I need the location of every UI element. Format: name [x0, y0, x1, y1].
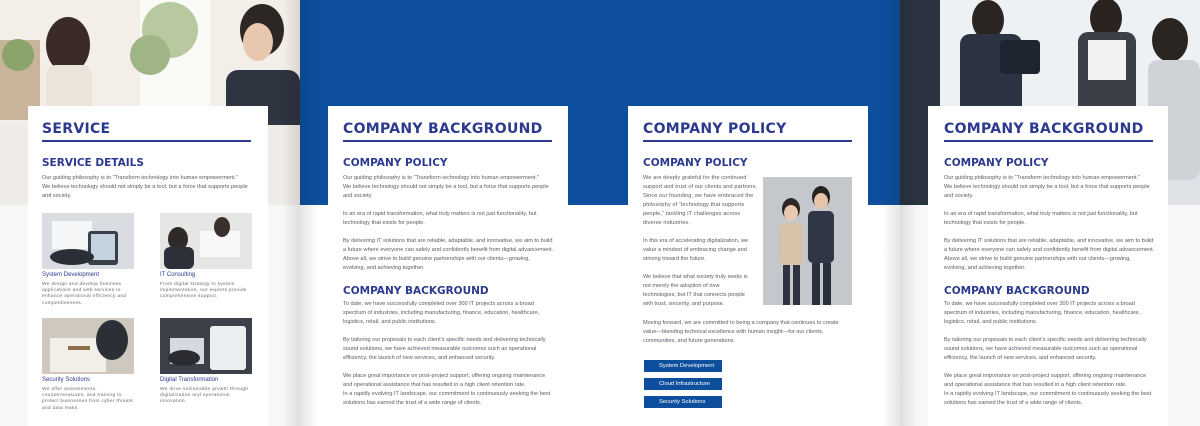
- text-line: a future where everyone can safely and confidently benefit from digital advancement.: [343, 247, 554, 253]
- text-line: communities, and future generations.: [643, 338, 736, 344]
- text-line: From digital strategy to system: [160, 282, 235, 287]
- page-title: SERVICE: [42, 121, 111, 137]
- text-line: We offer assessments,: [42, 387, 97, 392]
- text-line: sound solutions, we have achieved measurable outcomes such as operational: [944, 346, 1138, 352]
- page-fold-shadow: [300, 0, 318, 426]
- text-line: people,” tackling IT challenges across: [643, 211, 741, 217]
- text-line: Our guiding philosophy is to “Transform technology into human empowerment.”: [944, 175, 1140, 181]
- text-line: In a rapidly evolving IT landscape, our commitment to continuously seeking the best: [944, 391, 1152, 397]
- background-paragraph: [343, 336, 569, 363]
- text-line: and data leaks.: [42, 405, 80, 411]
- policy-paragraph: [643, 174, 759, 228]
- section-heading: SERVICE DETAILS: [42, 157, 144, 169]
- text-line: spectrum of industries, including manufacturing, finance, education, healthcare,: [343, 310, 540, 316]
- text-line: a future where everyone can safely and confidently benefit from digital advancement.: [944, 247, 1155, 253]
- policy-paragraph: [343, 210, 569, 228]
- page-title: COMPANY BACKGROUND: [944, 121, 1144, 137]
- text-line: value—blending technical excellence with human insight—for our clients,: [643, 329, 824, 335]
- text-line: We place great importance on post-project support, offering ongoing maintenance: [944, 373, 1147, 379]
- text-line: By tailoring our proposals to each client’s specific needs and delivering technically: [343, 337, 546, 343]
- service-name: System Development: [42, 272, 100, 278]
- policy-paragraph: [643, 237, 759, 264]
- text-line: value a mindset of embracing change and: [643, 247, 747, 253]
- page-fold-shadow: [882, 0, 900, 426]
- service-description: [160, 282, 254, 301]
- business-team-photo: [763, 177, 852, 305]
- text-line: We are deeply grateful for the continued: [643, 175, 747, 181]
- background-paragraph: [944, 300, 1170, 327]
- text-line: efficiency, the launch of new services, and enhanced security.: [944, 355, 1097, 361]
- policy-paragraph: [944, 237, 1170, 273]
- text-line: and society.: [944, 193, 974, 199]
- text-line: innovation.: [160, 399, 187, 405]
- text-line: and operational assistance that has resulted in a high client retention rate.: [343, 382, 526, 388]
- cloud-infrastructure-button[interactable]: Cloud Infrastructure: [644, 378, 722, 390]
- digital-transformation-photo: [160, 318, 252, 374]
- text-line: applications and web services to: [42, 288, 121, 294]
- text-line: comprehensive support.: [160, 294, 218, 300]
- brochure-panel-company-background: [300, 0, 600, 426]
- text-line: By delivering IT solutions that are reliable, adaptable, and innovative, we aim to build: [944, 238, 1154, 244]
- section-heading-policy: COMPANY POLICY: [944, 157, 1049, 169]
- service-description: [160, 387, 254, 406]
- text-line: technology that exists for people.: [944, 220, 1026, 226]
- it-consulting-photo: [160, 213, 252, 269]
- text-line: enhance operational efficiency and: [42, 294, 127, 300]
- text-line: To date, we have successfully completed over 300 IT projects across a broad: [944, 301, 1135, 307]
- text-line: In a rapidly evolving IT landscape, our commitment to continuously seeking the best: [343, 391, 551, 397]
- section-heading-policy: COMPANY POLICY: [643, 157, 748, 169]
- text-line: logistics, retail, and public institutions.: [343, 319, 437, 325]
- background-paragraph: [944, 372, 1170, 408]
- service-name: Digital Transformation: [160, 377, 219, 383]
- system-development-button[interactable]: System Development: [644, 360, 722, 372]
- text-line: In an era of rapid transformation, what truly matters is not just functionality, but: [944, 211, 1138, 217]
- text-line: and society.: [343, 193, 373, 199]
- text-line: spectrum of industries, including manufacturing, finance, education, healthcare,: [944, 310, 1141, 316]
- text-line: support and trust of our clients and partners.: [643, 184, 758, 190]
- text-line: philosophy of “technology that supports: [643, 202, 745, 208]
- security-solutions-photo: [42, 318, 134, 374]
- title-underline: [343, 140, 552, 142]
- text-line: implementation, our experts provide: [160, 288, 247, 294]
- service-name: Security Solutions: [42, 377, 91, 383]
- text-line: We design and develop business: [42, 282, 122, 287]
- title-underline: [944, 140, 1153, 142]
- text-line: evolving, and achieving together.: [944, 265, 1026, 271]
- text-line: and society.: [42, 193, 72, 199]
- brochure-panel-service: [0, 0, 300, 426]
- text-line: logistics, retail, and public institutions.: [944, 319, 1038, 325]
- section-heading-background: COMPANY BACKGROUND: [944, 285, 1090, 297]
- background-paragraph: [343, 300, 569, 327]
- policy-paragraph: [944, 174, 1170, 201]
- text-line: and operational assistance that has resulted in a high client retention rate.: [944, 382, 1127, 388]
- background-paragraph: [343, 372, 569, 408]
- text-line: Above all, we strive to build genuine partnerships with our clients—growing,: [343, 256, 530, 262]
- text-line: In an era of rapid transformation, what truly matters is not just functionality, but: [343, 211, 537, 217]
- system-development-photo: [42, 213, 134, 269]
- text-line: We believe technology should not simply be a tool, but a force that supports people: [343, 184, 549, 190]
- text-line: Our guiding philosophy is to “Transform technology into human empowerment.”: [42, 175, 238, 181]
- page-fold-shadow: [282, 0, 300, 426]
- section-heading-policy: COMPANY POLICY: [343, 157, 448, 169]
- page-title: COMPANY BACKGROUND: [343, 121, 543, 137]
- title-underline: [643, 140, 852, 142]
- service-name: IT Consulting: [160, 272, 196, 278]
- text-line: solutions has earned the trust of a wide range of clients.: [343, 400, 482, 406]
- text-line: We believe technology should not simply be a tool, but a force that supports people: [944, 184, 1150, 190]
- service-description: [42, 282, 136, 307]
- text-line: Moving forward, we are committed to being a company that continues to create: [643, 320, 839, 326]
- text-line: To date, we have successfully completed over 300 IT projects across a broad: [343, 301, 534, 307]
- text-line: We place great importance on post-project support, offering ongoing maintenance: [343, 373, 546, 379]
- security-solutions-button[interactable]: Security Solutions: [644, 396, 722, 408]
- text-line: technology that exists for people.: [343, 220, 425, 226]
- text-line: with trust, sincerity, and purpose.: [643, 301, 725, 307]
- text-line: countermeasures, and training to: [42, 393, 122, 399]
- service-description: [42, 387, 136, 412]
- text-line: Above all, we strive to build genuine partnerships with our clients—growing,: [944, 256, 1131, 262]
- text-line: By tailoring our proposals to each client’s specific needs and delivering technically: [944, 337, 1147, 343]
- policy-paragraph: [343, 237, 569, 273]
- section-heading-background: COMPANY BACKGROUND: [343, 285, 489, 297]
- background-paragraph: [944, 336, 1170, 363]
- policy-paragraph: [643, 273, 759, 309]
- title-underline: [42, 140, 251, 142]
- closing-paragraph: [643, 319, 869, 346]
- text-line: By delivering IT solutions that are reliable, adaptable, and innovative, we aim to build: [343, 238, 553, 244]
- text-line: striving toward the future.: [643, 256, 706, 262]
- text-line: efficiency, the launch of new services, and enhanced security.: [343, 355, 496, 361]
- text-line: not merely the adoption of new: [643, 283, 720, 289]
- text-line: sound solutions, we have achieved measurable outcomes such as operational: [343, 346, 537, 352]
- page-fold-shadow: [900, 0, 918, 426]
- text-line: solutions has earned the trust of a wide range of clients.: [944, 400, 1083, 406]
- policy-paragraph: [343, 174, 569, 201]
- text-line: competitiveness.: [42, 300, 83, 306]
- text-line: Since our founding, we have embraced the: [643, 193, 754, 199]
- brochure-panel-company-background-2: [900, 0, 1200, 426]
- page-title: COMPANY POLICY: [643, 121, 787, 137]
- intro-paragraph: [42, 174, 264, 201]
- text-line: protect businesses from cyber threats: [42, 399, 134, 405]
- text-line: digitalization and operational: [160, 393, 230, 399]
- text-line: diverse industries.: [643, 220, 690, 226]
- text-line: In this era of accelerating digitalization, we: [643, 238, 749, 244]
- policy-paragraph: [944, 210, 1170, 228]
- text-line: We believe that what society truly seeks is: [643, 274, 748, 280]
- text-line: evolving, and achieving together.: [343, 265, 425, 271]
- text-line: Our guiding philosophy is to “Transform technology into human empowerment.”: [343, 175, 539, 181]
- text-line: We believe technology should not simply be a tool, but a force that supports people: [42, 184, 248, 190]
- text-line: We drive sustainable growth through: [160, 387, 249, 392]
- text-line: technologies, but IT that connects people: [643, 292, 745, 298]
